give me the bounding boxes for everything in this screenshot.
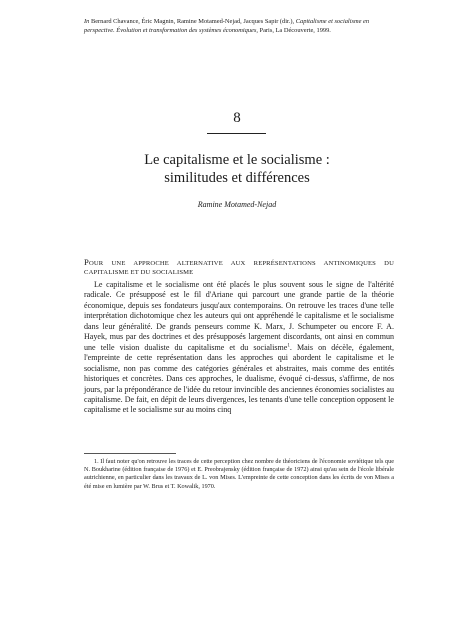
chapter-rule bbox=[207, 133, 266, 134]
footnote-reference[interactable]: 1 bbox=[287, 343, 290, 349]
chapter-title-line-2: similitudes et différences bbox=[164, 170, 310, 186]
footnote bbox=[84, 458, 394, 491]
body-text-before-note: Le capitalisme et le socialisme ont été placés le plus souvent sous le signe de l'altérité radicale. Ce présupposé est le fil d'Ariane qui parcourt une grande partie de la théorie économique, depuis ses fondateurs jusqu'aux contemporains. On retrouve les traces d'une telle interprétation dichotomique chez les auteurs qui ont appréhendé le capitalisme et le socialisme dans leur généralité. De grands penseurs comme K. Marx, J. Schumpeter ou encore F. A. Hayek, mus par des doctrines et des présupposés largement discordants, ont ainsi en commun une telle vision dualiste du capitalisme et du socialisme bbox=[84, 280, 394, 352]
chapter-author: Ramine Motamed-Nejad bbox=[197, 200, 277, 209]
citation-header bbox=[84, 17, 394, 35]
citation-publisher: , Paris, La Découverte, 1999. bbox=[256, 27, 331, 34]
citation-book-title: Capitalisme et socialisme en perspective. Évolution et transformation des systèmes économiques bbox=[84, 18, 370, 34]
body-text bbox=[84, 280, 394, 416]
section-heading-text: POUR UNE APPROCHE ALTERNATIVE AUX REPRÉSENTATIONS ANTINOMIQUES DU CAPITALISME ET DU SOCIALISME bbox=[84, 257, 394, 276]
chapter-title bbox=[0, 151, 474, 187]
body-text-after-note: . Mais on décèle, également, l'empreinte de cette représentation dans les approches qui abordent le capitalisme et le socialisme, non pas comme des catégories générales et abstraites, mais comme des entités historiques et concrètes. Dans ces approches, le dualisme, évoqué ci-dessus, s'affirme, de nos jours, par la prépondérance de l'idée du retour invincible des anciennes économies socialistes au capitalisme. De fait, en dépit de leurs divergences, les tenants d'une telle conception opposent le capitalisme et le socialisme sur au moins cinq bbox=[84, 342, 394, 415]
footnote-text: 1. Il faut noter qu'on retrouve les traces de cette perception chez nombre de théoriciens de l'économie soviétique tels que N. Boukharine (édition française de 1976) et E. Preobrajensky (édition française de 1972) ainsi qu'au sein de l'école libérale autrichienne, en particulier dans les travaux de L. von Mises. L'empreinte de cette conception dans les écrits de von Mises a été mise en lumière par W. Brus et T. Kowalik, 1970. bbox=[84, 458, 394, 490]
chapter-number: 8 bbox=[233, 110, 241, 126]
citation-in-label: In bbox=[84, 18, 90, 25]
body-paragraph bbox=[84, 280, 394, 416]
section-heading bbox=[84, 258, 394, 277]
footnote-rule bbox=[84, 453, 176, 454]
citation-authors: Bernard Chavance, Éric Magnin, Ramine Motamed-Nejad, Jacques Sapir (dir.), bbox=[90, 18, 295, 25]
chapter-title-line-1: Le capitalisme et le socialisme : bbox=[144, 152, 330, 168]
